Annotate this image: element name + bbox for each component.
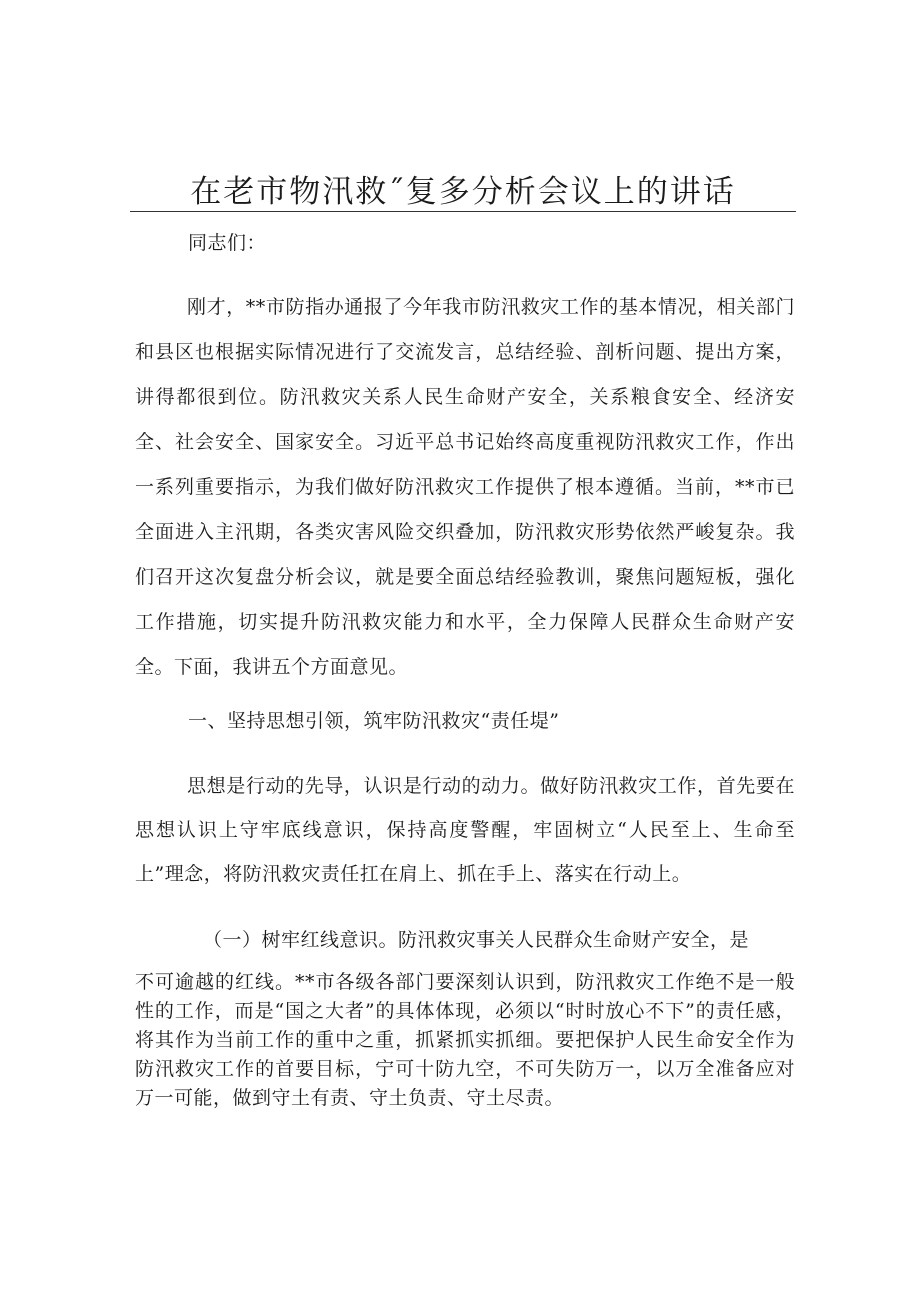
paragraph-intro: 刚才，**市防指办通报了今年我市防汛救灾工作的基本情况，相关部门和县区也根据实际情况进行了交流发言，总结经验、剖析问题、提出方案，讲得都很到位。防汛救灾关系人民生命财产安全，关系粮食安全、经济安全、社会安全、国家安全。习近平总书记始终高度重视防汛救灾工作，作出一系列重要指示，为我们做好防汛救灾工作提供了根本遵循。当前，**市已全面进入主汛期，各类灾害风险交织叠加，防汛救灾形势依然严峻复杂。我们召开这次复盘分析会议，就是要全面总结经验教训，聚焦问题短板，强化工作措施，切实提升防汛救灾能力和水平，全力保障人民群众生命财产安全。下面，我讲五个方面意见。 bbox=[135, 296, 795, 678]
document-title: 在老市物汛救˝复多分析会议上的讲话 bbox=[190, 174, 736, 210]
title-underline bbox=[130, 211, 796, 212]
paragraph-section-1: 思想是行动的先导，认识是行动的动力。做好防汛救灾工作，首先要在思想认识上守牢底线意识，保持高度警醒，牢固树立“人民至上、生命至上”理念，将防汛救灾责任扛在肩上、抓在手上、落实在行动上。 bbox=[135, 775, 795, 885]
greeting: 同志们： bbox=[188, 232, 267, 254]
section-heading-1: 一、坚持思想引领，筑牢防汛救灾“责任堤” bbox=[188, 710, 560, 732]
paragraph-subsection-1: 不可逾越的红线。**市各级各部门要深刻认识到，防汛救灾工作绝不是一般性的工作，而是“国之大者”的具体体现，必须以“时时放心不下”的责任感，将其作为当前工作的重中之重，抓紧抓实抓细。要把保护人民生命安全作为防汛救灾工作的首要目标，宁可十防九空，不可失防万一，以万全准备应对万一可能，做到守土有责、守土负责、守土尽责。 bbox=[135, 971, 795, 1109]
subsection-heading-1: （一）树牢红线意识。防汛救灾事关人民群众生命财产安全，是 bbox=[203, 929, 750, 951]
